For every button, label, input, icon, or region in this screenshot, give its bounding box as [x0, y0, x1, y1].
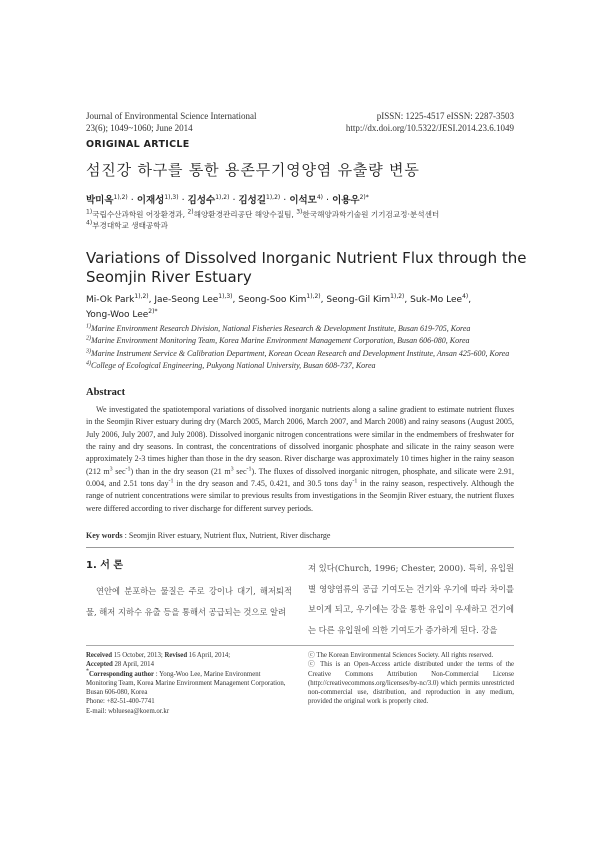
- author-separator: ,: [320, 295, 327, 305]
- divider: [86, 547, 514, 548]
- keywords-label: Key words: [86, 531, 123, 540]
- article-history: [86, 651, 292, 716]
- author-name: Seong-Gil Kim: [326, 295, 391, 305]
- english-title-line: Seomjin River Estuary: [86, 268, 252, 286]
- affiliation-mark: 2): [187, 208, 194, 216]
- affiliation-text: Marine Environment Monitoring Team, Korea Marine Environment Management Corporation, Busan 606-080, Korea: [91, 336, 470, 346]
- affiliation-text: 한국해양과학기술원 기기검교정·분석센터: [302, 210, 440, 219]
- affiliation-mark: 3): [86, 347, 91, 354]
- accepted-line: Accepted 28 April, 2014: [86, 661, 154, 669]
- affiliation-text: 부경대학교 생태공학과: [92, 221, 168, 230]
- author-affiliation-mark: 2)*: [359, 193, 369, 201]
- author-affiliation-mark: 1),3): [218, 293, 233, 300]
- phone: Phone: +82-51-400-7741: [86, 698, 155, 706]
- author-name: 이용우: [332, 195, 360, 206]
- affiliation-text: 해양환경관리공단 해양수질팀,: [193, 210, 297, 219]
- dates-line: Received 15 October, 2013; Revised 16 April, 2014;: [86, 652, 231, 659]
- footer-divider: [86, 645, 514, 646]
- author-name: 김성길: [238, 195, 267, 206]
- author-name: Seong-Soo Kim: [238, 295, 307, 305]
- author-name: Jae-Seong Lee: [154, 295, 219, 305]
- author-separator: ,: [148, 295, 155, 305]
- affiliation-mark: 1): [86, 323, 91, 330]
- author-separator: ·: [229, 195, 239, 206]
- affiliation-text: College of Ecological Engineering, Pukyong National University, Busan 608-737, Korea: [91, 360, 376, 370]
- keywords: [86, 531, 330, 540]
- korean-affiliation-line: [86, 220, 439, 231]
- author-affiliation-mark: 1),2): [266, 193, 281, 201]
- affiliation-line: [86, 323, 526, 335]
- english-authors: [86, 293, 526, 323]
- article-type: ORIGINAL ARTICLE: [86, 139, 190, 150]
- author-affiliation-mark: 1),2): [390, 293, 405, 300]
- author-name: 이석모: [289, 195, 317, 206]
- abstract-heading: Abstract: [86, 387, 126, 398]
- author-name: 김성수: [187, 195, 216, 206]
- affiliation-text: 국립수산과학원 어장환경과,: [92, 210, 188, 219]
- author-name: 이재성: [136, 195, 165, 206]
- author-affiliation-mark: 4): [316, 193, 324, 201]
- author-separator: ·: [178, 195, 188, 206]
- license-text: ⓒ This is an Open-Access article distributed under the terms of the Creative Commons Attribution Non-Commercial License (http://creativecommons.org/licenses/by-nc/3.0) which permits unrestricted non-commercial use, distribution, and reproduction in any medium, provided the original work is properly cited.: [308, 661, 514, 706]
- affiliation-mark: 4): [86, 219, 93, 227]
- affiliation-line: [86, 348, 526, 360]
- journal-name: Journal of Environmental Science International: [86, 111, 257, 121]
- copyright-notice: [308, 651, 514, 707]
- affiliation-text: Marine Instrument Service & Calibration Department, Korean Ocean Research and Development Institute, Ansan 425-600, Korea: [91, 348, 510, 358]
- author-separator: ·: [127, 195, 137, 206]
- english-affiliations: [86, 323, 526, 372]
- author-separator: ,: [404, 295, 411, 305]
- author-name: 박미옥: [86, 195, 114, 206]
- korean-authors: [86, 192, 369, 206]
- english-title-line: Variations of Dissolved Inorganic Nutrient Flux through the: [86, 249, 527, 267]
- issn: pISSN: 1225-4517 eISSN: 2287-3503: [376, 111, 514, 121]
- affiliation-mark: 4): [86, 360, 91, 367]
- english-title: [86, 249, 526, 287]
- author-separator: ·: [280, 195, 290, 206]
- journal-citation: [86, 111, 256, 134]
- affiliation-line: [86, 335, 526, 347]
- affiliation-line: [86, 360, 526, 372]
- korean-title: 섬진강 하구를 통한 용존무기영양염 유출량 변동: [86, 161, 420, 179]
- affiliation-text: Marine Environment Research Division, National Fisheries Research & Development Institute, Busan 619-705, Korea: [91, 324, 471, 333]
- author-affiliation-mark: 1),3): [164, 193, 179, 201]
- author-affiliation-mark: 1),2): [306, 293, 321, 300]
- author-affiliation-mark: 4): [462, 293, 469, 300]
- author-affiliation-mark: 2)*: [148, 308, 158, 315]
- author-affiliation-mark: 1),2): [134, 293, 149, 300]
- author-separator: ,: [232, 295, 239, 305]
- author-separator: ,: [468, 295, 472, 305]
- author-name: Suk-Mo Lee: [410, 295, 463, 305]
- journal-identifiers: [346, 111, 514, 134]
- copyright-line: ⓒ The Korean Environmental Sciences Society. All rights reserved.: [308, 652, 494, 659]
- email-link[interactable]: E-mail: wblueseа@koem.or.kr: [86, 707, 170, 715]
- body-text-left-column: 연안에 분포하는 물질은 주로 강이나 대기, 해저퇴적물, 해저 지하수 유출 등을 통해서 공급되는 것으로 알려: [86, 586, 292, 617]
- journal-volume: 23(6); 1049~1060; June 2014: [86, 122, 193, 133]
- author-affiliation-mark: 1),2): [113, 193, 128, 201]
- korean-affiliations: [86, 209, 439, 231]
- affiliation-mark: 2): [86, 335, 91, 342]
- author-separator: ·: [323, 195, 333, 206]
- abstract-text: We investigated the spatiotemporal variations of dissolved inorganic nutrients along a saline gradient to estimate nutrient fluxes in the Seomjin River estuary during dry (March 2005, March 2006, March 2007, and March 2008) and rainy seasons (August 2005, July 2006, July 2007, and July 2008). Dissolved inorganic nitrogen concentrations were similar in the endmembers of freshwater for the rainy and dry seasons. In contrast, the concentrations of dissolved inorganic phosphate and silicate in the rainy season were approximately 2-3 times higher than those in the dry season. River discharge was approximately 10 times higher in the rainy season (212 $m^3$ $\sec^{-1}$) than in the dry season (21 $m^3$ $\sec^{-1}$). The fluxes of dissolved inorganic nitrogen, phosphate, and silicate were 2.91, 0.004, and 2.51 tons day$^{-1}$ in the dry season and 7.45, 0.421, and 30.5 tons day$^{-1}$ in the rainy season, respectively. Although the range of nutrient concentrations were similar to previous results from investigations in the Seomjin River estuary, the nutrient fluxes were differed according to river discharge for different survey periods.: [86, 405, 514, 513]
- korean-affiliation-line: [86, 209, 439, 220]
- author-affiliation-mark: 1),2): [215, 193, 230, 201]
- affiliation-mark: 3): [296, 208, 303, 216]
- section-heading: 1. 서 론: [86, 560, 124, 571]
- author-name: Mi-Ok Park: [86, 295, 135, 305]
- keywords-list: : Seomjin River estuary, Nutrient flux, Nutrient, River discharge: [122, 531, 331, 540]
- affiliation-mark: 1): [86, 208, 93, 216]
- corresponding-author: *Corresponding author : Yong-Woo Lee, Marine Environment Monitoring Team, Korea Marine Environment Management Corporation, Busan 606-080, Korea: [86, 668, 286, 697]
- doi-link[interactable]: http://dx.doi.org/10.5322/JESI.2014.23.6.1049: [345, 122, 514, 133]
- body-text-right-column: 져 있다(Church, 1996; Chester, 2000). 특히, 유입원별 영양염류의 공급 기여도는 건기와 우기에 따라 차이를 보이게 되고, 우기에는 강을 통한 유입이 우세하고 건기에는 다른 유입원에 의한 기여도가 증가하게 된다. 강을: [308, 563, 514, 635]
- author-name: Yong-Woo Lee: [86, 310, 149, 320]
